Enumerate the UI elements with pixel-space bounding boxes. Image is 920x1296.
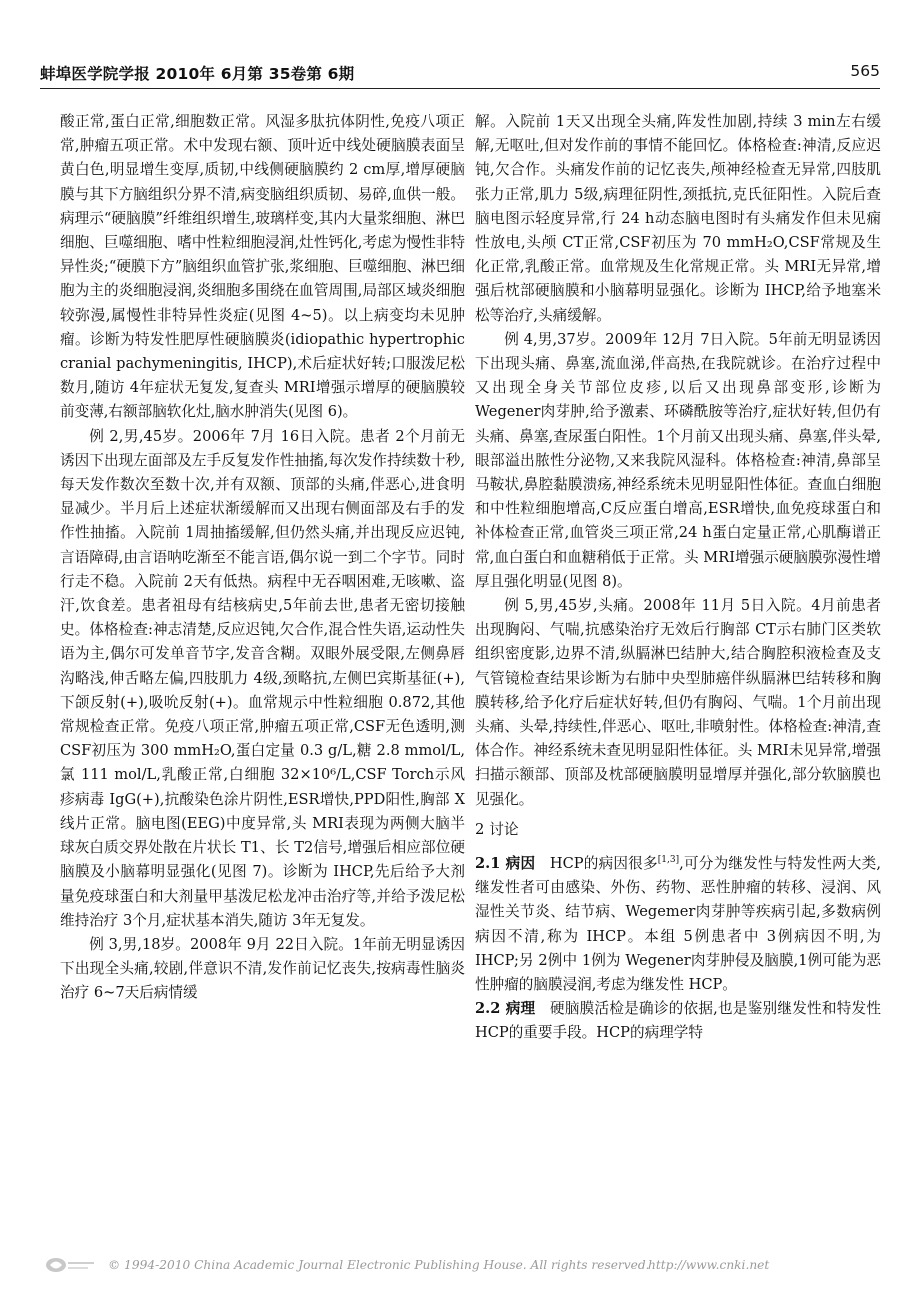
paragraph-case3-continued: 解。入院前 1天又出现全头痛,阵发性加剧,持续 3 min左右缓解,无呕吐,但对发作前的事情不能回忆。体格检查:神清,反应迟钝,欠合作。头痛发作前的记忆丧失,颅神经检查无异常,四肢肌张力正常,肌力 5级,病理征阴性,颈抵抗,克氏征阳性。入院后查脑电图示轻度异常,行 24 h动态脑电图时有头痛发作但未见痫性放电,头颅 CT正常,CSF初压为 70 mmH₂O,CSF常规及生化正常,乳酸正常。血常规及生化常规正常。头 MRI无异常,增强后枕部硬脑膜和小脑幕明显强化。诊断为 IHCP,给予地塞米松等治疗,头痛缓解。 <box>475 113 881 324</box>
subsection-title-etiology: 2.1 病因 <box>475 854 536 872</box>
etiology-text-a: HCP的病因很多 <box>549 854 658 872</box>
paragraph-case5: 例 5,男,45岁,头痛。2008年 11月 5日入院。4月前患者出现胸闷、气喘,抗感染治疗无效后行胸部 CT示右肺门区类软组织密度影,边界不清,纵膈淋巴结肿大,结合胸腔积液检查及支气管镜检查结果诊断为右肺中央型肺癌伴纵膈淋巴结转移和胸膜转移,给予化疗后症状好转,但仍有胸闷、气喘。1个月前出现头痛、头晕,持续性,伴恶心、呕吐,非喷射性。体格检查:神清,查体合作。神经系统未查见明显阳性体征。头 MRI未见异常,增强扫描示额部、顶部及枕部硬脑膜明显增厚并强化,部分软脑膜也见强化。 <box>475 597 881 808</box>
journal-title: 蚌埠医学院学报 2010年 6月第 35卷第 6期 <box>40 65 355 83</box>
paragraph-case3: 例 3,男,18岁。2008年 9月 22日入院。1年前无明显诱因下出现全头痛,较剧,伴意识不清,发作前记忆丧失,按病毒性脑炎治疗 6~7天后病情缓 <box>60 935 465 1002</box>
publisher-logo-icon <box>44 1256 96 1274</box>
subsection-title-pathology: 2.2 病理 <box>475 1000 536 1018</box>
subsection-etiology <box>475 848 881 997</box>
running-header <box>40 62 880 86</box>
right-column <box>475 110 881 1046</box>
left-column <box>60 110 465 1006</box>
citation-ref[interactable]: [1,3] <box>657 855 680 866</box>
footer-url-link[interactable]: http://www.cnki.net <box>648 1258 770 1272</box>
paragraph-case2: 例 2,男,45岁。2006年 7月 16日入院。患者 2个月前无诱因下出现左面部及左手反复发作性抽搐,每次发作持续数十秒,每天发作数次至数十次,并有双额、顶部的头痛,伴恶心,进食明显减少。半月后上述症状渐缓解而又出现右侧面部及右手的发作性抽搐。入院前 1周抽搐缓解,但仍然头痛,并出现反应迟钝,言语障碍,由言语呐吃渐至不能言语,偶尔说一到二个字节。同时行走不稳。入院前 2天有低热。病程中无吞咽困难,无咳嗽、盗汗,饮食差。患者祖母有结核病史,5年前去世,患者无密切接触史。体格检查:神志清楚,反应迟钝,欠合作,混合性失语,运动性失语为主,偶尔可发单音节字,发音含糊。双眼外展受限,左侧鼻唇沟略浅,伸舌略左偏,四肢肌力 4级,颈略抗,左侧巴宾斯基征(+),下颌反射(+),吸吮反射(+)。血常规示中性粒细胞 0.872,其他常规检查正常。免疫八项正常,肿瘤五项正常,CSF无色透明,测 CSF初压为 300 mmH₂O,蛋白定量 0.3 g/L,糖 2.8 mmol/L,氯 111 mol/L,乳酸正常,白细胞 32×10⁶/L,CSF Torch示风疹病毒 IgG(+),抗酸染色涂片阴性,ESR增快,PPD阳性,胸部 X线片正常。脑电图(EEG)中度异常,头 MRI表现为两侧大脑半球灰白质交界处散在片状长 T1、长 T2信号,增强后相应部位硬脑膜及小脑幕明显强化(见图 7)。诊断为 IHCP,先后给予大剂量免疫球蛋白和大剂量甲基泼尼松龙冲击治疗等,并给予泼尼松维持治疗 3个月,症状基本消失,随访 3年无复发。 <box>60 427 465 929</box>
page-number: 565 <box>850 62 880 80</box>
subsection-pathology <box>475 997 881 1045</box>
copyright-notice: © 1994-2010 China Academic Journal Electronic Publishing House. All rights reserved. <box>108 1258 650 1272</box>
section-heading-discussion: 2 讨论 <box>475 820 519 838</box>
paragraph-case4: 例 4,男,37岁。2009年 12月 7日入院。5年前无明显诱因下出现头痛、鼻塞,流血涕,伴高热,在我院就诊。在治疗过程中又出现全身关节部位皮疹,以后又出现鼻部变形,诊断为 Wegener肉芽肿,给予激素、环磷酰胺等治疗,症状好转,但仍有头痛、鼻塞,查尿蛋白阳性。1个月前又出现头痛、鼻塞,伴头晕,眼部溢出脓性分泌物,又来我院风湿科。体格检查:神清,鼻部呈马鞍状,鼻腔黏膜溃疡,神经系统未见明显阳性体征。查血白细胞和中性粒细胞增高,C反应蛋白增高,ESR增快,血免疫球蛋白和补体检查正常,血管炎三项正常,24 h蛋白定量正常,心肌酶谱正常,血白蛋白和血糖稍低于正常。头 MRI增强示硬脑膜弥漫性增厚且强化明显(见图 8)。 <box>475 330 881 590</box>
page-footer <box>40 1256 880 1278</box>
paragraph-case1-continued: 酸正常,蛋白正常,细胞数正常。风湿多肽抗体阴性,免疫八项正常,肿瘤五项正常。术中发现右额、顶叶近中线处硬脑膜表面呈黄白色,明显增生变厚,质韧,中线侧硬脑膜约 2 cm厚,增厚硬脑膜与其下方脑组织分界不清,病变脑组织质韧、易碎,血供一般。病理示“硬脑膜”纤维组织增生,玻璃样变,其内大量浆细胞、淋巴细胞、巨噬细胞、嗜中性粒细胞浸润,灶性钙化,考虑为慢性非特异性炎;“硬膜下方”脑组织血管扩张,浆细胞、巨噬细胞、淋巴细胞为主的炎细胞浸润,炎细胞多围绕在血管周围,局部区域炎细胞较弥漫,属慢性非特异性炎症(见图 4~5)。以上病变均未见肿瘤。诊断为特发性肥厚性硬脑膜炎(idiopathic hypertrophic cranial pachymeningitis, IHCP),术后症状好转;口服泼尼松数月,随访 4年症状无复发,复查头 MRI增强示增厚的硬脑膜较前变薄,右额部脑软化灶,脑水肿消失(见图 6)。 <box>60 113 465 421</box>
pathology-text: 硬脑膜活检是确诊的依据,也是鉴别继发性和特发性 HCP的重要手段。HCP的病理学特 <box>475 1000 881 1042</box>
etiology-text-b: ,可分为继发性与特发性两大类,继发性者可由感染、外伤、药物、恶性肿瘤的转移、浸润、风湿性关节炎、结节病、Wegemer肉芽肿等疾病引起,多数病例病因不清,称为 IHCP。本组 5例患者中 3例病因不明,为 IHCP;另 2例中 1例为 Wegener肉芽肿侵及脑膜,1例可能为恶性肿瘤的脑膜浸润,考虑为继发性 HCP。 <box>475 854 882 993</box>
header-rule <box>40 88 880 89</box>
